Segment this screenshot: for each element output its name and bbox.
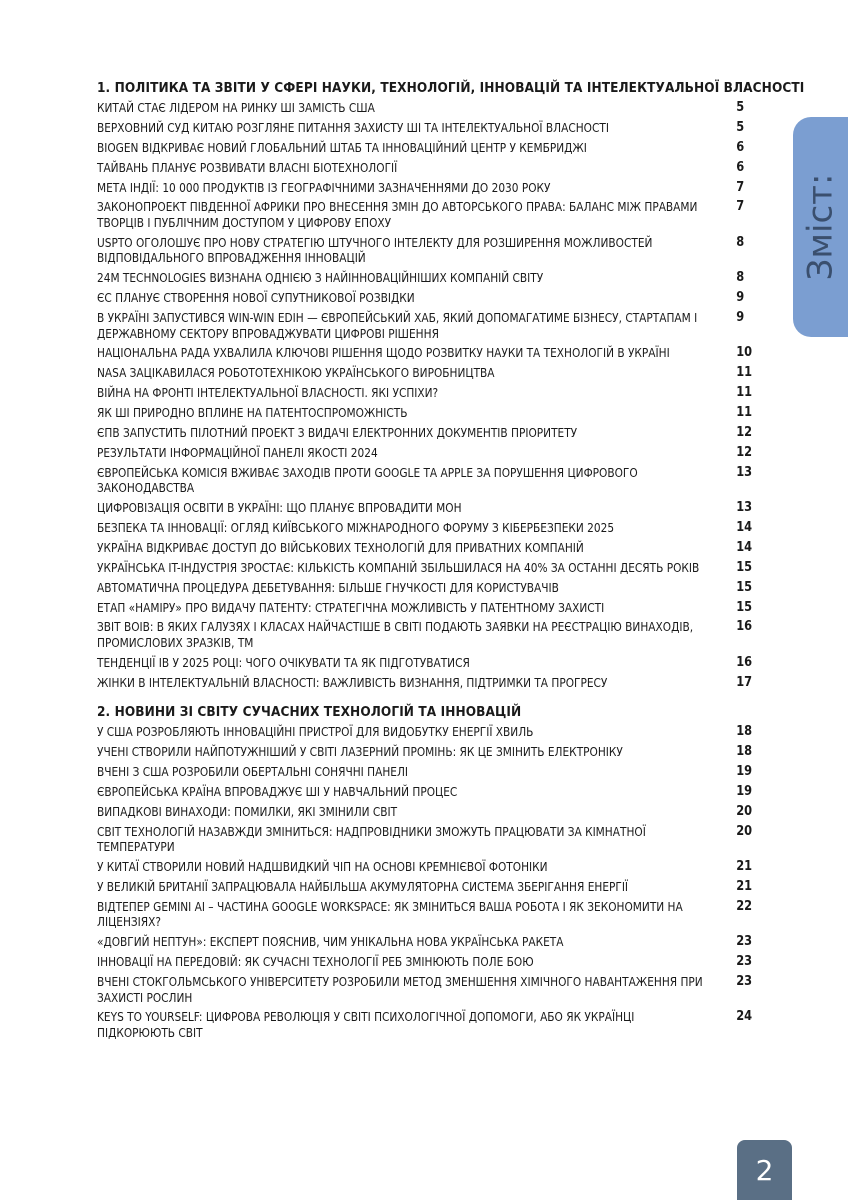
toc-entry-title: «ДОВГИЙ НЕПТУН»: ЕКСПЕРТ ПОЯСНИВ, ЧИМ УНІКАЛЬНА НОВА УКРАЇНСЬКА РАКЕТА (97, 934, 564, 950)
toc-entry-title: ЗАКОНОПРОЕКТ ПІВДЕННОЇ АФРИКИ ПРО ВНЕСЕННЯ ЗМІН ДО АВТОРСЬКОГО ПРАВА: БАЛАНС МІЖ ПРАВАМИ ТВОРЦІВ І ПУБЛІЧНИМ ДОСТУПОМ У ЦИФРОВУ ЕПОХУ (97, 199, 698, 230)
section-title: 2. НОВИНИ ЗІ СВІТУ СУЧАСНИХ ТЕХНОЛОГІЙ ТА ІННОВАЦІЙ (97, 704, 522, 721)
toc-entry-page: 19 (736, 782, 753, 799)
toc-entry-title: ЄС ПЛАНУЄ СТВОРЕННЯ НОВОЇ СУПУТНИКОВОЇ РОЗВІДКИ (97, 290, 415, 306)
toc-entry-title: НАЦІОНАЛЬНА РАДА УХВАЛИЛА КЛЮЧОВІ РІШЕННЯ ЩОДО РОЗВИТКУ НАУКИ ТА ТЕХНОЛОГІЙ В УКРАЇНІ (97, 345, 670, 361)
toc-entry-page: 24 (736, 1008, 753, 1025)
toc-entry[interactable] (97, 675, 757, 691)
toc-entry-page: 14 (736, 538, 753, 555)
toc-entry-title: ТЕНДЕНЦІЇ ІВ У 2025 РОЦІ: ЧОГО ОЧІКУВАТИ ТА ЯК ПІДГОТУВАТИСЯ (97, 654, 470, 670)
toc-entry[interactable] (97, 500, 757, 516)
toc-entry[interactable] (97, 1009, 757, 1040)
toc-entry[interactable] (97, 879, 757, 895)
toc-entry-page: 15 (736, 558, 753, 575)
toc-entry-page: 16 (736, 618, 753, 635)
toc-entry[interactable] (97, 954, 757, 970)
toc-entry-title: ЄВРОПЕЙСЬКА КРАЇНА ВПРОВАДЖУЄ ШІ У НАВЧАЛЬНИЙ ПРОЦЕС (97, 783, 458, 799)
toc-entry-title: ЯК ШІ ПРИРОДНО ВПЛИНЕ НА ПАТЕНТОСПРОМОЖНІСТЬ (97, 405, 408, 421)
toc-entry-title: ЕТАП «НАМІРУ» ПРО ВИДАЧУ ПАТЕНТУ: СТРАТЕГІЧНА МОЖЛИВІСТЬ У ПАТЕНТНОМУ ЗАХИСТІ (97, 599, 605, 615)
toc-entry-page: 10 (736, 344, 753, 361)
toc-entry-title: У США РОЗРОБЛЯЮТЬ ІННОВАЦІЙНІ ПРИСТРОЇ ДЛЯ ВИДОБУТКУ ЕНЕРГІЇ ХВИЛЬ (97, 724, 534, 740)
toc-entry[interactable] (97, 140, 757, 156)
toc-entry[interactable] (97, 385, 757, 401)
toc-entry[interactable] (97, 235, 757, 266)
toc-entry-title: У ВЕЛИКІЙ БРИТАНІЇ ЗАПРАЦЮВАЛА НАЙБІЛЬША АКУМУЛЯТОРНА СИСТЕМА ЗБЕРІГАННЯ ЕНЕРГІЇ (97, 879, 629, 894)
contents-side-tab (793, 117, 848, 337)
toc-entry-page: 6 (736, 138, 745, 155)
toc-section-1 (97, 80, 805, 690)
toc-entry[interactable] (97, 619, 757, 650)
page-number-badge: 2 (737, 1140, 792, 1200)
toc-entry[interactable] (97, 425, 757, 441)
toc-entry-title: ЦИФРОВІЗАЦІЯ ОСВІТИ В УКРАЇНІ: ЩО ПЛАНУЄ ВПРОВАДИТИ МОН (97, 500, 462, 516)
toc-entry-title: В УКРАЇНІ ЗАПУСТИВСЯ WIN-WIN EDIH — ЄВРОПЕЙСЬКИЙ ХАБ, ЯКИЙ ДОПОМАГАТИМЕ БІЗНЕСУ, СТАРТАПАМ І ДЕРЖАВНОМУ СЕКТОРУ ВПРОВАДЖУВАТИ ЦИФРОВІ РІШЕННЯ (97, 310, 698, 341)
toc-entry-title: ЖІНКИ В ІНТЕЛЕКТУАЛЬНІЙ ВЛАСНОСТІ: ВАЖЛИВІСТЬ ВИЗНАННЯ, ПІДТРИМКИ ТА ПРОГРЕСУ (97, 674, 608, 690)
toc-entry-page: 12 (736, 443, 753, 460)
toc-entry-title: ВЧЕНІ СТОКГОЛЬМСЬКОГО УНІВЕРСИТЕТУ РОЗРОБИЛИ МЕТОД ЗМЕНШЕННЯ ХІМІЧНОГО НАВАНТАЖЕННЯ ПРИ ЗАХИСТІ РОСЛИН (97, 974, 703, 1005)
toc-entry-page: 11 (736, 364, 753, 381)
toc-entry-title: ЄВРОПЕЙСЬКА КОМІСІЯ ВЖИВАЄ ЗАХОДІВ ПРОТИ GOOGLE ТА APPLE ЗА ПОРУШЕННЯ ЦИФРОВОГО ЗАКОНОДАВСТВА (97, 464, 638, 496)
toc-entry[interactable] (97, 804, 757, 820)
toc-entry-page: 13 (736, 499, 753, 516)
toc-entry-title: ВИПАДКОВІ ВИНАХОДИ: ПОМИЛКИ, ЯКІ ЗМІНИЛИ СВІТ (97, 803, 398, 819)
toc-entry-page: 20 (736, 822, 753, 839)
toc-entry[interactable] (97, 600, 757, 616)
toc-entry[interactable] (97, 655, 757, 671)
toc-entry[interactable] (97, 160, 757, 176)
toc-entry[interactable] (97, 724, 757, 740)
toc-entry-title: USPTO ОГОЛОШУЄ ПРО НОВУ СТРАТЕГІЮ ШТУЧНОГО ІНТЕЛЕКТУ ДЛЯ РОЗШИРЕННЯ МОЖЛИВОСТЕЙ ВІДПОВІДАЛЬНОГО ВПРОВАДЖЕННЯ ІННОВАЦІЙ (97, 234, 653, 266)
toc-entry[interactable] (97, 100, 757, 116)
toc-entry-page: 5 (736, 118, 745, 135)
toc-entry-title: УКРАЇНА ВІДКРИВАЄ ДОСТУП ДО ВІЙСЬКОВИХ ТЕХНОЛОГІЙ ДЛЯ ПРИВАТНИХ КОМПАНІЙ (97, 539, 584, 555)
toc-entry[interactable] (97, 540, 757, 556)
toc-entry[interactable] (97, 465, 757, 496)
toc-entry-title: ТАЙВАНЬ ПЛАНУЄ РОЗВИВАТИ ВЛАСНІ БІОТЕХНОЛОГІЇ (97, 159, 398, 175)
toc-entry-title: КИТАЙ СТАЄ ЛІДЕРОМ НА РИНКУ ШІ ЗАМІСТЬ США (97, 100, 375, 115)
toc-entry[interactable] (97, 270, 757, 286)
toc-entry[interactable] (97, 445, 757, 461)
toc-entry-title: УЧЕНІ СТВОРИЛИ НАЙПОТУЖНІШИЙ У СВІТІ ЛАЗЕРНИЙ ПРОМІНЬ: ЯК ЦЕ ЗМІНИТЬ ЕЛЕКТРОНІКУ (97, 744, 623, 760)
section-entries (97, 724, 757, 1040)
toc-entry-page: 13 (736, 463, 753, 480)
toc-entry-title: NASA ЗАЦІКАВИЛАСЯ РОБОТОТЕХНІКОЮ УКРАЇНСЬКОГО ВИРОБНИЦТВА (97, 365, 495, 381)
toc-entry-page: 9 (736, 309, 745, 326)
toc-entry-page: 5 (736, 99, 745, 115)
toc-entry-page: 7 (736, 198, 745, 215)
toc-entry[interactable] (97, 199, 757, 230)
toc-entry-page: 15 (736, 578, 753, 595)
toc-entry-page: 18 (736, 743, 753, 760)
table-of-contents (97, 80, 805, 1045)
toc-entry-title: МЕТА ІНДІЇ: 10 000 ПРОДУКТІВ ІЗ ГЕОГРАФІЧНИМИ ЗАЗНАЧЕННЯМИ ДО 2030 РОКУ (97, 179, 551, 195)
toc-entry-title: KEYS TO YOURSELF: ЦИФРОВА РЕВОЛЮЦІЯ У СВІТІ ПСИХОЛОГІЧНОЇ ДОПОМОГИ, АБО ЯК УКРАЇНЦІ ПІДКОРЮЮТЬ СВІТ (97, 1009, 635, 1040)
toc-entry-title: BIOGEN ВІДКРИВАЄ НОВИЙ ГЛОБАЛЬНИЙ ШТАБ ТА ІННОВАЦІЙНИЙ ЦЕНТР У КЕМБРИДЖІ (97, 139, 587, 155)
toc-entry[interactable] (97, 365, 757, 381)
section-title: 1. ПОЛІТИКА ТА ЗВІТИ У СФЕРІ НАУКИ, ТЕХНОЛОГІЙ, ІННОВАЦІЙ ТА ІНТЕЛЕКТУАЛЬНОЇ ВЛАСНОСТІ (97, 80, 805, 96)
toc-entry-page: 12 (736, 423, 753, 440)
toc-entry[interactable] (97, 974, 757, 1005)
toc-entry[interactable] (97, 310, 757, 341)
toc-entry-title: У КИТАЇ СТВОРИЛИ НОВИЙ НАДШВИДКИЙ ЧІП НА ОСНОВІ КРЕМНІЄВОЇ ФОТОНІКИ (97, 859, 548, 875)
toc-entry[interactable] (97, 784, 757, 800)
toc-entry[interactable] (97, 899, 757, 930)
toc-entry-page: 17 (736, 673, 753, 690)
toc-entry-page: 23 (736, 973, 753, 990)
toc-entry-page: 6 (736, 158, 745, 175)
toc-entry-page: 15 (736, 598, 753, 615)
toc-entry[interactable] (97, 345, 757, 361)
toc-entry-page: 11 (736, 404, 753, 421)
toc-entry-page: 18 (736, 723, 753, 740)
toc-entry-page: 23 (736, 953, 753, 970)
toc-entry-title: ВЧЕНІ З США РОЗРОБИЛИ ОБЕРТАЛЬНІ СОНЯЧНІ ПАНЕЛІ (97, 764, 409, 780)
toc-entry[interactable] (97, 405, 757, 421)
toc-entry-title: РЕЗУЛЬТАТИ ІНФОРМАЦІЙНОЇ ПАНЕЛІ ЯКОСТІ 2024 (97, 444, 378, 460)
toc-entry-title: БЕЗПЕКА ТА ІННОВАЦІЇ: ОГЛЯД КИЇВСЬКОГО МІЖНАРОДНОГО ФОРУМУ З КІБЕРБЕЗПЕКИ 2025 (97, 520, 615, 536)
side-tab-label: Зміст: (800, 173, 841, 281)
section-entries (97, 100, 757, 690)
toc-entry-page: 11 (736, 384, 753, 401)
toc-entry-page: 22 (736, 897, 753, 914)
toc-entry-page: 21 (736, 858, 753, 875)
toc-entry-page: 19 (736, 763, 753, 780)
toc-entry[interactable] (97, 744, 757, 760)
toc-entry-page: 7 (736, 178, 745, 195)
toc-entry-page: 21 (736, 878, 753, 894)
toc-entry[interactable] (97, 180, 757, 196)
toc-entry-title: 24M TECHNOLOGIES ВИЗНАНА ОДНІЄЮ З НАЙІННОВАЦІЙНІШИХ КОМПАНІЙ СВІТУ (97, 270, 544, 286)
toc-entry-page: 20 (736, 802, 753, 819)
toc-entry-page: 23 (736, 933, 753, 950)
toc-entry[interactable] (97, 764, 757, 780)
toc-entry-title: СВІТ ТЕХНОЛОГІЙ НАЗАВЖДИ ЗМІНИТЬСЯ: НАДПРОВІДНИКИ ЗМОЖУТЬ ПРАЦЮВАТИ ЗА КІМНАТНОЇ ТЕМПЕРАТУРИ (97, 823, 646, 855)
toc-entry-title: УКРАЇНСЬКА IT-ІНДУСТРІЯ ЗРОСТАЄ: КІЛЬКІСТЬ КОМПАНІЙ ЗБІЛЬШИЛАСЯ НА 40% ЗА ОСТАННІ ДЕСЯТЬ РОКІВ (97, 559, 700, 575)
toc-entry[interactable] (97, 520, 757, 536)
toc-entry-page: 8 (736, 269, 745, 286)
toc-entry[interactable] (97, 580, 757, 596)
toc-entry-title: ЄПВ ЗАПУСТИТЬ ПІЛОТНИЙ ПРОЕКТ З ВИДАЧІ ЕЛЕКТРОННИХ ДОКУМЕНТІВ ПРІОРИТЕТУ (97, 424, 578, 440)
toc-entry-page: 9 (736, 289, 745, 306)
toc-entry[interactable] (97, 120, 757, 136)
toc-entry[interactable] (97, 859, 757, 875)
toc-entry-title: ЗВІТ ВОІВ: В ЯКИХ ГАЛУЗЯХ І КЛАСАХ НАЙЧАСТІШЕ В СВІТІ ПОДАЮТЬ ЗАЯВКИ НА РЕЄСТРАЦІЮ ВИНАХОДІВ, ПРОМИСЛОВИХ ЗРАЗКІВ, ТМ (97, 619, 694, 650)
toc-entry[interactable] (97, 824, 757, 855)
toc-entry-title: ВІДТЕПЕР GEMINI AI – ЧАСТИНА GOOGLE WORKSPACE: ЯК ЗМІНИТЬСЯ ВАША РОБОТА І ЯК ЗЕКОНОМИТИ НА ЛІЦЕНЗІЯХ? (97, 898, 683, 930)
toc-entry[interactable] (97, 560, 757, 576)
toc-entry-title: ІННОВАЦІЇ НА ПЕРЕДОВІЙ: ЯК СУЧАСНІ ТЕХНОЛОГІЇ РЕБ ЗМІНЮЮТЬ ПОЛЕ БОЮ (97, 954, 534, 970)
toc-entry-page: 14 (736, 519, 753, 536)
toc-entry-page: 16 (736, 653, 753, 670)
toc-entry[interactable] (97, 290, 757, 306)
toc-entry-title: ВЕРХОВНИЙ СУД КИТАЮ РОЗГЛЯНЕ ПИТАННЯ ЗАХИСТУ ШІ ТА ІНТЕЛЕКТУАЛЬНОЇ ВЛАСНОСТІ (97, 119, 609, 135)
toc-entry-title: АВТОМАТИЧНА ПРОЦЕДУРА ДЕБЕТУВАННЯ: БІЛЬШЕ ГНУЧКОСТІ ДЛЯ КОРИСТУВАЧІВ (97, 579, 559, 595)
toc-entry-page: 8 (736, 233, 745, 250)
toc-entry[interactable] (97, 934, 757, 950)
toc-section-2 (97, 704, 757, 1040)
toc-entry-title: ВІЙНА НА ФРОНТІ ІНТЕЛЕКТУАЛЬНОЇ ВЛАСНОСТІ. ЯКІ УСПІХИ? (97, 385, 439, 401)
